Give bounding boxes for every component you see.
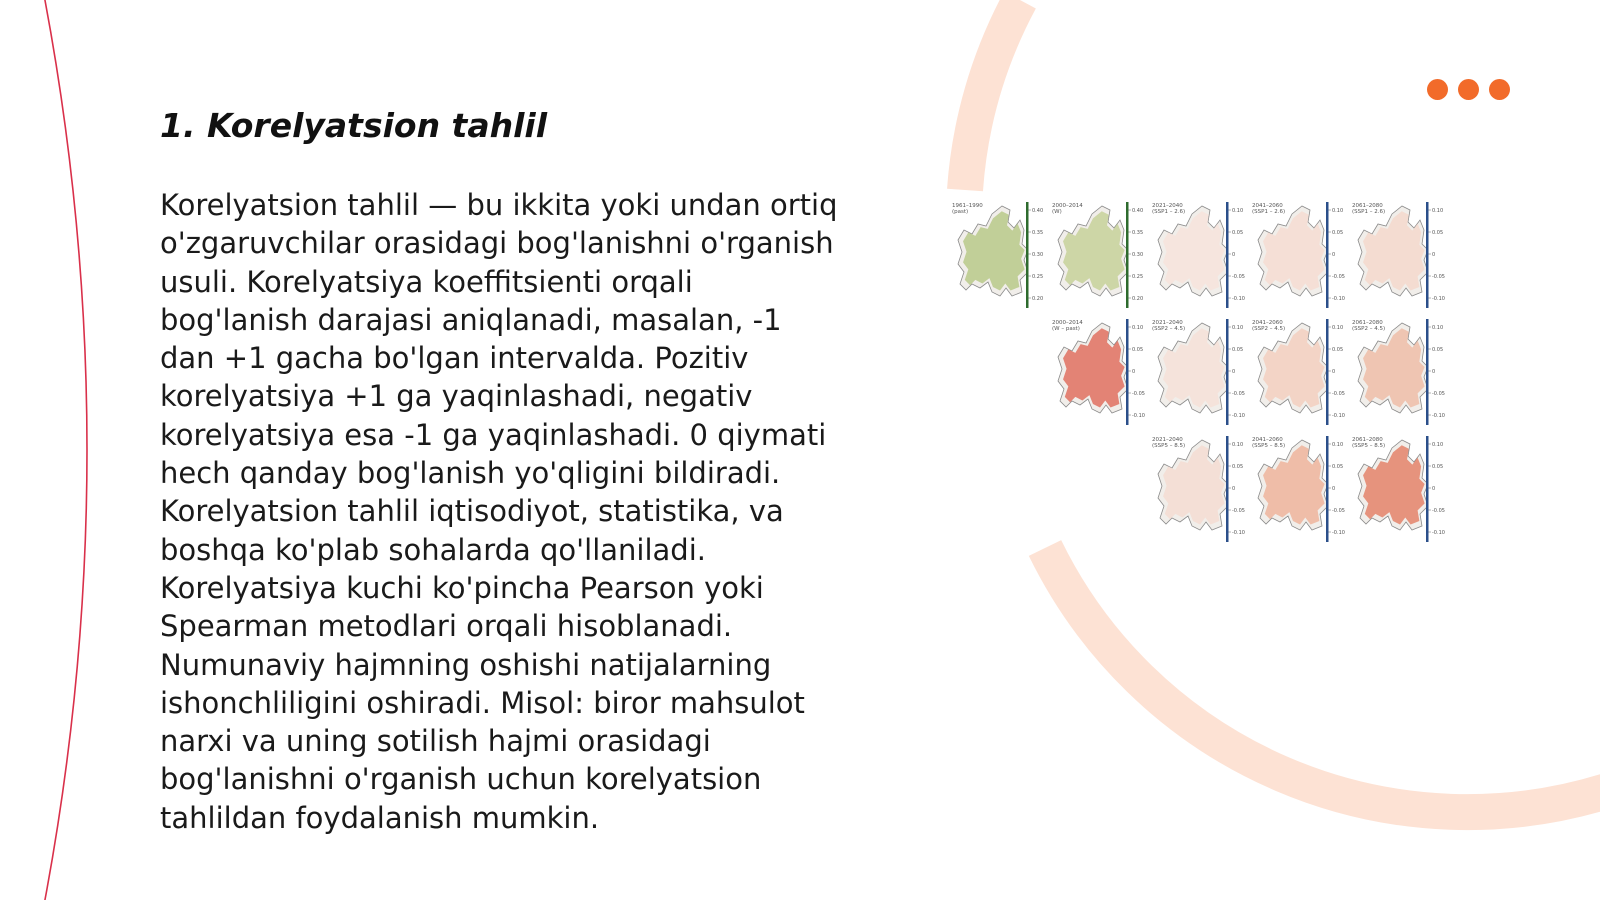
map-panel [1152,202,1245,308]
colorbar [1226,319,1229,425]
decorative-arc [1045,548,1600,812]
colorbar-tick-label: 0.10 [1232,442,1244,448]
colorbar-tick-label: 0.20 [1032,296,1044,302]
map-period-label: 2041–2060 [1252,203,1283,209]
left-border-line [44,0,87,900]
colorbar-tick-label: 0.10 [1132,325,1144,331]
colorbar-tick-label: -0.10 [1332,413,1345,419]
map-panel [1252,202,1345,308]
map-scenario-label: (SSP2 – 4.5) [1152,326,1186,332]
map-period-label: 2021–2040 [1152,203,1183,209]
colorbar [1226,202,1229,308]
map-period-label: 2061–2080 [1352,320,1383,326]
colorbar-tick-label: -0.05 [1432,274,1445,280]
map-panel [952,202,1043,308]
map-panel [1052,202,1143,308]
colorbar-tick-label: 0 [1432,252,1436,258]
slide-title: 1. Korelyatsion tahlil [160,106,548,145]
colorbar-tick-label: -0.10 [1232,530,1245,536]
map-shading [1063,211,1125,290]
colorbar-tick-label: 0.10 [1332,208,1344,214]
colorbar [1026,202,1029,308]
colorbar-tick-label: -0.10 [1232,413,1245,419]
map-scenario-label: (SSP2 – 4.5) [1252,326,1286,332]
colorbar-tick-label: 0.05 [1232,347,1244,353]
colorbar-tick-label: -0.05 [1232,508,1245,514]
map-shading [1363,445,1425,524]
colorbar-tick-label: 0.10 [1432,208,1444,214]
colorbar [1426,319,1429,425]
colorbar-tick-label: 0.05 [1332,230,1344,236]
colorbar-tick-label: -0.05 [1432,391,1445,397]
colorbar-tick-label: 0.10 [1432,442,1444,448]
map-period-label: 2061–2080 [1352,437,1383,443]
colorbar-tick-label: 0.30 [1032,252,1044,258]
colorbar-tick-label: -0.10 [1432,296,1445,302]
europe-maps-figure [950,200,1450,550]
colorbar-tick-label: -0.10 [1432,530,1445,536]
colorbar-tick-label: 0.10 [1332,442,1344,448]
colorbar [1326,436,1329,542]
decorative-arc [965,0,1020,190]
map-panel [1252,436,1345,542]
colorbar [1126,202,1129,308]
colorbar-tick-label: 0 [1332,369,1336,375]
colorbar-tick-label: 0 [1332,486,1336,492]
map-shading [1163,445,1225,524]
colorbar-tick-label: -0.10 [1132,413,1145,419]
colorbar-tick-label: 0 [1432,486,1436,492]
menu-dots-icon [1427,79,1510,100]
map-shading [1263,328,1325,407]
colorbar-tick-label: 0.05 [1332,464,1344,470]
colorbar [1426,436,1429,542]
colorbar-tick-label: -0.05 [1432,508,1445,514]
colorbar-tick-label: -0.10 [1432,413,1445,419]
colorbar-tick-label: 0.05 [1132,347,1144,353]
map-period-label: 2000–2014 [1052,203,1083,209]
map-shading [1163,328,1225,407]
map-scenario-label: (SSP1 – 2.6) [1352,209,1386,215]
colorbar-tick-label: 0.10 [1232,325,1244,331]
map-scenario-label: (SSP5 – 8.5) [1152,443,1186,449]
colorbar-tick-label: 0.05 [1232,464,1244,470]
colorbar-tick-label: -0.05 [1332,391,1345,397]
colorbar [1326,319,1329,425]
colorbar [1226,436,1229,542]
slide-body-text: Korelyatsion tahlil — bu ikkita yoki undan ortiq o'zgaruvchilar orasidagi bog'lanishni o'rganish usuli. Korelyatsiya koeffitsienti orqali bog'lanish darajasi aniqlanadi, masalan, -1 dan +1 gacha bo'lgan intervalda. Pozitiv korelyatsiya +1 ga yaqinlashadi, negativ korelyatsiya esa -1 ga yaqinlashadi. 0 qiymati hech qanday bog'lanish yo'qligini bildiradi. Korelyatsion tahlil iqtisodiyot, statistika, va boshqa ko'plab sohalarda qo'llaniladi. Korelyatsiya kuchi ko'pincha Pearson yoki Spearman metodlari orqali hisoblanadi. Numunaviy hajmning oshishi natijalarning ishonchliligini oshiradi. Misol: biror mahsulot narxi va uning sotilish hajmi orasidagi bog'lanishni o'rganish uchun korelyatsion tahlildan foydalanish mumkin. [160,188,838,835]
map-shading [1263,445,1325,524]
colorbar-tick-label: 0.25 [1132,274,1144,280]
colorbar-tick-label: 0.35 [1032,230,1044,236]
map-panel [1152,319,1245,425]
map-panel [1252,319,1345,425]
colorbar-tick-label: -0.05 [1332,274,1345,280]
map-panel [1052,319,1145,425]
colorbar-tick-label: 0.10 [1432,325,1444,331]
map-shading [1363,328,1425,407]
map-scenario-label: (SSP5 – 8.5) [1252,443,1286,449]
map-shading [1063,328,1125,407]
map-scenario-label: (SSP5 – 8.5) [1352,443,1386,449]
map-scenario-label: (SSP1 – 2.6) [1152,209,1186,215]
colorbar-tick-label: -0.10 [1332,296,1345,302]
colorbar-tick-label: 0.05 [1432,230,1444,236]
map-panel [1352,319,1445,425]
colorbar [1426,202,1429,308]
map-scenario-label: (past) [952,209,969,215]
colorbar-tick-label: 0 [1432,369,1436,375]
colorbar-tick-label: 0.10 [1332,325,1344,331]
colorbar-tick-label: 0 [1132,369,1136,375]
map-scenario-label: (SSP2 – 4.5) [1352,326,1386,332]
map-scenario-label: (W – past) [1052,326,1080,332]
colorbar-tick-label: 0.10 [1232,208,1244,214]
colorbar [1126,319,1129,425]
colorbar-tick-label: 0.20 [1132,296,1144,302]
map-shading [1363,211,1425,290]
map-panel [1152,436,1245,542]
colorbar-tick-label: -0.05 [1232,391,1245,397]
dot [1427,79,1448,100]
colorbar-tick-label: -0.10 [1332,530,1345,536]
map-period-label: 2021–2040 [1152,437,1183,443]
colorbar-tick-label: -0.05 [1132,391,1145,397]
dot [1489,79,1510,100]
map-period-label: 2000–2014 [1052,320,1083,326]
colorbar-tick-label: 0 [1332,252,1336,258]
map-panel [1352,202,1445,308]
map-scenario-label: (W) [1052,209,1062,215]
colorbar-tick-label: 0 [1232,486,1236,492]
colorbar-tick-label: 0.05 [1332,347,1344,353]
map-scenario-label: (SSP1 – 2.6) [1252,209,1286,215]
map-shading [1163,211,1225,290]
colorbar-tick-label: -0.05 [1232,274,1245,280]
colorbar-tick-label: 0.05 [1232,230,1244,236]
map-shading [963,211,1025,290]
dot [1458,79,1479,100]
map-period-label: 2021–2040 [1152,320,1183,326]
colorbar-tick-label: 0.30 [1132,252,1144,258]
colorbar-tick-label: 0.25 [1032,274,1044,280]
colorbar-tick-label: 0.40 [1132,208,1144,214]
colorbar-tick-label: 0.05 [1432,347,1444,353]
colorbar-tick-label: 0.35 [1132,230,1144,236]
map-period-label: 2041–2060 [1252,437,1283,443]
colorbar [1326,202,1329,308]
colorbar-tick-label: 0 [1232,369,1236,375]
colorbar-tick-label: 0 [1232,252,1236,258]
colorbar-tick-label: -0.10 [1232,296,1245,302]
map-period-label: 1961–1990 [952,203,983,209]
map-panel [1352,436,1445,542]
colorbar-tick-label: -0.05 [1332,508,1345,514]
map-period-label: 2041–2060 [1252,320,1283,326]
colorbar-tick-label: 0.40 [1032,208,1044,214]
colorbar-tick-label: 0.05 [1432,464,1444,470]
map-period-label: 2061–2080 [1352,203,1383,209]
map-shading [1263,211,1325,290]
